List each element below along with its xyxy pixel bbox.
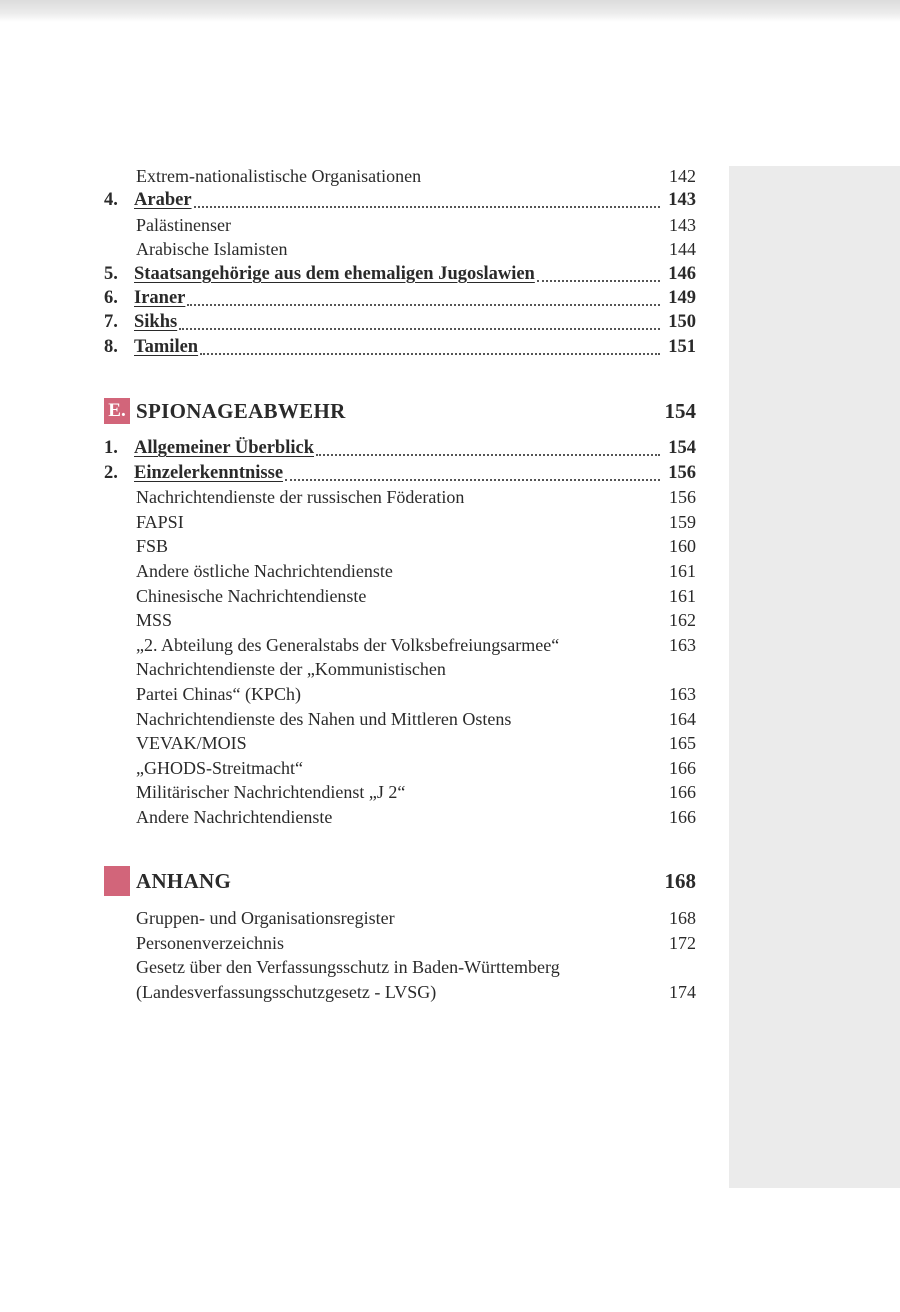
- toc-entry-number: 4.: [104, 190, 118, 211]
- toc-entry-page: 174: [669, 981, 696, 1002]
- section-page: 168: [664, 868, 696, 893]
- toc-entry[interactable]: [104, 780, 696, 804]
- toc-entry-title: Partei Chinas“ (KPCh): [136, 684, 301, 704]
- toc-entry[interactable]: [104, 731, 696, 755]
- section-marker: [104, 866, 130, 896]
- toc-entry[interactable]: [104, 237, 696, 261]
- toc-entry[interactable]: [104, 286, 696, 310]
- toc-entry-title: Nachrichtendienste des Nahen und Mittleren Ostens: [136, 708, 512, 729]
- toc-entry-title: Allgemeiner Überblick: [134, 438, 315, 458]
- toc-entry-number: 2.: [104, 462, 118, 483]
- toc-entry[interactable]: [104, 510, 696, 534]
- toc-entry-page: 165: [669, 733, 696, 754]
- toc-entry-page: 142: [669, 166, 696, 186]
- toc-entry-page: 166: [669, 807, 696, 827]
- toc-entry[interactable]: [104, 805, 696, 829]
- toc-entry-title: Iraner: [134, 288, 186, 308]
- toc-entry-title: Nachrichtendienste der „Kommunistischen: [136, 659, 446, 680]
- toc-entry-page: 163: [669, 684, 696, 704]
- toc-entry-title: Einzelerkenntnisse: [134, 462, 284, 483]
- toc-entry-title: VEVAK/MOIS: [136, 733, 247, 754]
- toc-entry-number: 1.: [104, 438, 118, 458]
- toc-entry-title: Palästinenser: [136, 214, 231, 235]
- toc-entry-title: Militärischer Nachrichtendienst „J 2“: [136, 782, 406, 803]
- toc-entry-page: 144: [669, 239, 696, 260]
- toc-entry-title: Arabische Islamisten: [136, 239, 288, 260]
- toc-entry[interactable]: [104, 485, 696, 509]
- toc-entry-title: Andere Nachrichtendienste: [136, 807, 333, 827]
- section-marker: E.: [104, 398, 130, 424]
- toc-entry[interactable]: [104, 188, 696, 212]
- toc-entry[interactable]: [104, 461, 696, 485]
- dot-leader: [285, 479, 660, 481]
- toc-entry[interactable]: [104, 213, 696, 237]
- toc-entry-page: 160: [669, 536, 696, 557]
- toc-entry-page: 150: [668, 312, 696, 333]
- section-heading-spionageabwehr[interactable]: [104, 396, 696, 426]
- toc-entry[interactable]: [104, 980, 696, 1004]
- dot-leader: [187, 304, 660, 306]
- toc-entry-title: Extrem-nationalistische Organisationen: [136, 166, 422, 186]
- toc-entry[interactable]: [104, 931, 696, 955]
- toc-entry-title: MSS: [136, 610, 173, 631]
- toc-entry-page: 161: [669, 561, 696, 581]
- toc-entry-page: 172: [669, 932, 696, 953]
- toc-entry-title: FAPSI: [136, 511, 184, 532]
- toc-entry-page: 156: [669, 487, 696, 508]
- toc-entry[interactable]: [104, 955, 696, 979]
- toc-entry-page: 143: [668, 190, 696, 211]
- toc-entry-page: 156: [668, 462, 696, 483]
- toc-entry-page: 151: [668, 336, 696, 357]
- toc-entry-number: 8.: [104, 336, 118, 357]
- gray-side-panel: [729, 166, 900, 1188]
- toc-entry[interactable]: [104, 608, 696, 632]
- dot-leader: [316, 454, 660, 456]
- dot-leader: [179, 328, 660, 330]
- toc-entry-title: (Landesverfassungsschutzgesetz - LVSG): [136, 981, 437, 1002]
- section-title: ANHANG: [136, 868, 232, 893]
- toc-entry[interactable]: [104, 906, 696, 930]
- toc-entry-page: 143: [669, 214, 696, 235]
- toc-entry-page: 168: [669, 908, 696, 928]
- toc-entry-title: Andere östliche Nachrichtendienste: [136, 561, 393, 581]
- toc-entry-title: Gruppen- und Organisationsregister: [136, 908, 395, 928]
- toc-entry-page: 164: [669, 708, 696, 729]
- toc-entry[interactable]: [104, 633, 696, 657]
- toc-entry-number: 5.: [104, 263, 118, 284]
- section-title: SPIONAGEABWEHR: [136, 398, 346, 423]
- toc-entry-page: 161: [669, 585, 696, 606]
- toc-entry[interactable]: [104, 682, 696, 706]
- toc-entry-page: 149: [668, 288, 696, 308]
- toc-entry[interactable]: [104, 584, 696, 608]
- toc-entry-page: 166: [669, 757, 696, 778]
- toc-entry-title: Personenverzeichnis: [136, 932, 284, 953]
- toc-entry-title: Tamilen: [134, 336, 199, 357]
- scan-top-shadow: [0, 0, 900, 22]
- toc-entry-title: Nachrichtendienste der russischen Föderation: [136, 487, 465, 508]
- toc-entry[interactable]: [104, 436, 696, 460]
- toc-entry-page: 146: [668, 263, 696, 284]
- toc-entry-number: 6.: [104, 288, 118, 308]
- dot-leader: [200, 353, 660, 355]
- toc-entry[interactable]: [104, 756, 696, 780]
- section-heading-anhang[interactable]: [104, 866, 696, 896]
- dot-leader: [537, 280, 660, 282]
- toc-entry[interactable]: [104, 310, 696, 334]
- toc-entry-page: 159: [669, 511, 696, 532]
- toc-entry-title: „2. Abteilung des Generalstabs der Volksbefreiungsarmee“: [136, 634, 560, 655]
- toc-entry[interactable]: [104, 559, 696, 583]
- toc-entry-title: Gesetz über den Verfassungsschutz in Baden-Württemberg: [136, 957, 560, 977]
- dot-leader: [194, 206, 661, 208]
- toc-entry-page: 154: [668, 438, 696, 458]
- toc-entry[interactable]: [104, 262, 696, 286]
- toc-entry[interactable]: [104, 164, 696, 188]
- toc-entry[interactable]: [104, 657, 696, 681]
- toc-entry[interactable]: [104, 707, 696, 731]
- toc-entry-title: Sikhs: [134, 312, 178, 333]
- toc-entry-page: 162: [669, 610, 696, 631]
- toc-entry-number: 7.: [104, 312, 118, 333]
- toc-entry-page: 163: [669, 634, 696, 655]
- section-page: 154: [664, 398, 696, 423]
- toc-entry[interactable]: [104, 534, 696, 558]
- toc-entry-page: 166: [669, 782, 696, 803]
- toc-entry-title: Chinesische Nachrichtendienste: [136, 585, 367, 606]
- toc-entry-title: „GHODS-Streitmacht“: [136, 757, 303, 778]
- toc-entry[interactable]: [104, 335, 696, 359]
- toc-entry-title: FSB: [136, 536, 169, 557]
- toc-entry-title: Araber: [134, 190, 192, 211]
- toc-entry-title: Staatsangehörige aus dem ehemaligen Jugoslawien: [134, 263, 535, 284]
